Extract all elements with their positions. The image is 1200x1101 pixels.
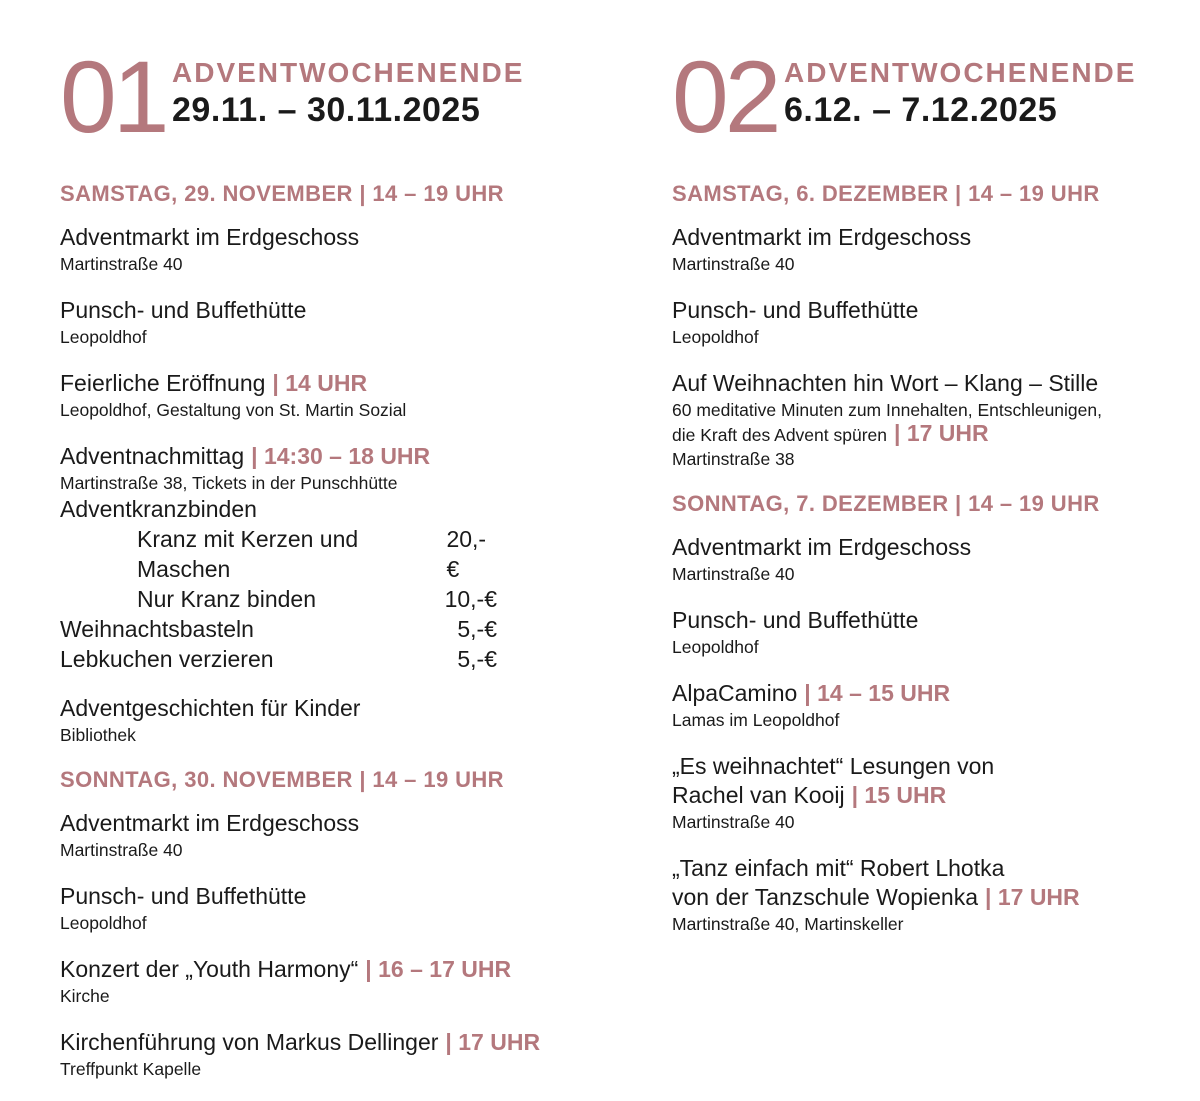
event-text: Konzert der „Youth Harmony“: [60, 956, 359, 983]
event-line: [672, 679, 1200, 708]
event-text: Punsch- und Buffethütte: [672, 297, 919, 324]
event-line: [60, 296, 625, 325]
event-line: [672, 223, 1200, 252]
price-row: [60, 524, 497, 584]
price-label: Kranz mit Kerzen und Maschen: [137, 526, 359, 583]
event-text: Leopoldhof: [672, 327, 759, 348]
price-row: [60, 614, 497, 644]
event-line: [672, 252, 1200, 276]
event-line: [60, 809, 625, 838]
event-line: [672, 562, 1200, 586]
event-line: [60, 398, 625, 422]
event-text: Martinstraße 40: [60, 254, 183, 275]
event-block: [60, 369, 625, 422]
event-text: Kirchenführung von Markus Dellinger: [60, 1029, 439, 1056]
day-section: [672, 181, 1200, 471]
column-header: [672, 40, 1200, 154]
weekend-number: 02: [672, 40, 778, 154]
event-line: [672, 752, 1200, 781]
price-label: Nur Kranz binden: [137, 586, 316, 613]
column-body: [60, 181, 625, 1082]
event-line: [672, 810, 1200, 834]
event-text: Martinstraße 40, Martinskeller: [672, 914, 904, 935]
event-block: [60, 809, 625, 862]
event-block: [672, 533, 1200, 586]
price-row: [60, 644, 497, 674]
price-row: [60, 584, 497, 614]
weekend-kicker: ADVENTWOCHENENDE: [172, 57, 525, 88]
price-value: 10,-€: [444, 586, 497, 613]
event-line: [60, 911, 625, 935]
event-text: Treffpunkt Kapelle: [60, 1059, 202, 1080]
event-time: | 15 UHR: [851, 782, 947, 809]
event-text: Martinstraße 40: [672, 812, 795, 833]
price-label: Weihnachtsbasteln: [60, 616, 254, 643]
event-text: Martinstraße 40: [672, 564, 795, 585]
event-text: AlpaCamino: [672, 680, 798, 707]
event-text: Martinstraße 38, Tickets in der Punschhütte: [60, 473, 398, 494]
event-block: [60, 1028, 625, 1081]
event-line: [672, 708, 1200, 732]
column-header: [60, 40, 625, 154]
day-section: [60, 767, 625, 1081]
event-time: | 14:30 – 18 UHR: [251, 443, 431, 470]
event-text: Bibliothek: [60, 725, 136, 746]
event-line: [60, 252, 625, 276]
section-header: SAMSTAG, 6. DEZEMBER | 14 – 19 UHR: [672, 180, 1100, 206]
event-block: [672, 679, 1200, 732]
event-block: [672, 606, 1200, 659]
day-section: [672, 491, 1200, 936]
event-line: [60, 838, 625, 862]
event-line: [60, 723, 625, 747]
event-line: [672, 635, 1200, 659]
event-line: [672, 325, 1200, 349]
event-line: [672, 854, 1200, 883]
event-text: Adventkranzbinden: [60, 496, 257, 523]
event-text: Feierliche Eröffnung: [60, 370, 266, 397]
event-text: „Es weihnachtet“ Lesungen von: [672, 753, 995, 780]
event-block: [672, 854, 1200, 936]
event-block: [672, 296, 1200, 349]
section-events: [60, 223, 625, 747]
event-line: [60, 471, 625, 495]
event-line: [60, 442, 625, 471]
event-text: Adventmarkt im Erdgeschoss: [60, 810, 360, 837]
event-text: Lamas im Leopoldhof: [672, 710, 840, 731]
event-text: Adventmarkt im Erdgeschoss: [60, 224, 360, 251]
event-line: [672, 912, 1200, 936]
event-time: | 17 UHR: [445, 1029, 541, 1056]
event-text: Leopoldhof: [60, 327, 147, 348]
event-line: [672, 606, 1200, 635]
column-body: [672, 181, 1200, 937]
event-line: [672, 296, 1200, 325]
event-block: [60, 955, 625, 1008]
column-titles: [172, 54, 524, 130]
weekend-number: 01: [60, 40, 166, 154]
event-line: [60, 1057, 625, 1081]
section-header: SONNTAG, 7. DEZEMBER | 14 – 19 UHR: [672, 491, 1100, 517]
event-text: Martinstraße 40: [60, 840, 183, 861]
event-line: [672, 883, 1200, 912]
column-titles: [784, 54, 1136, 130]
event-time: | 17 UHR: [985, 884, 1080, 911]
event-block: [672, 369, 1200, 471]
event-line: [672, 422, 1200, 447]
event-text: 60 meditative Minuten zum Innehalten, Entschleunigen,: [672, 400, 1102, 421]
event-line: [60, 984, 625, 1008]
price-value: 20,-€: [446, 526, 487, 583]
event-text: Rachel van Kooij: [672, 782, 845, 809]
event-line: [60, 882, 625, 911]
event-block: [672, 223, 1200, 276]
weekend-column: [60, 40, 625, 1101]
event-text: Adventgeschichten für Kinder: [60, 695, 361, 722]
event-text: Martinstraße 38: [672, 449, 795, 470]
event-text: Kirche: [60, 986, 110, 1007]
event-time: | 14 UHR: [272, 370, 368, 397]
event-time: | 17 UHR: [894, 420, 989, 447]
event-line: [60, 369, 625, 398]
section-events: [672, 533, 1200, 936]
event-text: Adventmarkt im Erdgeschoss: [672, 534, 972, 561]
price-label: Lebkuchen verzieren: [60, 646, 274, 673]
event-text: Adventnachmittag: [60, 443, 245, 470]
weekend-dates: 6.12. – 7.12.2025: [784, 91, 1058, 130]
event-line: [60, 1028, 625, 1057]
event-text: Leopoldhof, Gestaltung von St. Martin Sozial: [60, 400, 407, 421]
event-line: [672, 781, 1200, 810]
event-text: die Kraft des Advent spüren: [672, 425, 887, 446]
section-events: [60, 809, 625, 1081]
event-text: Auf Weihnachten hin Wort – Klang – Stille: [672, 370, 1099, 397]
event-block: [60, 442, 625, 674]
weekend-dates: 29.11. – 30.11.2025: [172, 91, 481, 130]
weekend-kicker: ADVENTWOCHENENDE: [784, 57, 1137, 88]
event-line: [60, 694, 625, 723]
event-line: [60, 325, 625, 349]
event-text: Adventmarkt im Erdgeschoss: [672, 224, 972, 251]
event-block: [672, 752, 1200, 834]
event-text: Punsch- und Buffethütte: [60, 883, 307, 910]
event-line: [672, 447, 1200, 471]
price-value: 5,-€: [457, 646, 497, 673]
event-line: [60, 955, 625, 984]
weekend-column: [672, 40, 1200, 956]
event-time: | 14 – 15 UHR: [804, 680, 951, 707]
event-block: [60, 223, 625, 276]
event-block: [60, 296, 625, 349]
event-line: [672, 533, 1200, 562]
section-header: SAMSTAG, 29. NOVEMBER | 14 – 19 UHR: [60, 180, 504, 206]
event-text: Leopoldhof: [672, 637, 759, 658]
event-block: [60, 694, 625, 747]
event-line: [672, 369, 1200, 398]
event-text: Leopoldhof: [60, 913, 147, 934]
event-line: [60, 495, 625, 524]
event-text: „Tanz einfach mit“ Robert Lhotka: [672, 855, 1005, 882]
event-line: [672, 398, 1200, 422]
section-header: SONNTAG, 30. NOVEMBER | 14 – 19 UHR: [60, 767, 504, 793]
event-line: [60, 223, 625, 252]
event-text: Martinstraße 40: [672, 254, 795, 275]
event-text: Punsch- und Buffethütte: [672, 607, 919, 634]
day-section: [60, 181, 625, 747]
event-text: von der Tanzschule Wopienka: [672, 884, 979, 911]
price-value: 5,-€: [457, 616, 497, 643]
section-events: [672, 223, 1200, 471]
event-block: [60, 882, 625, 935]
event-time: | 16 – 17 UHR: [365, 956, 512, 983]
event-text: Punsch- und Buffethütte: [60, 297, 307, 324]
